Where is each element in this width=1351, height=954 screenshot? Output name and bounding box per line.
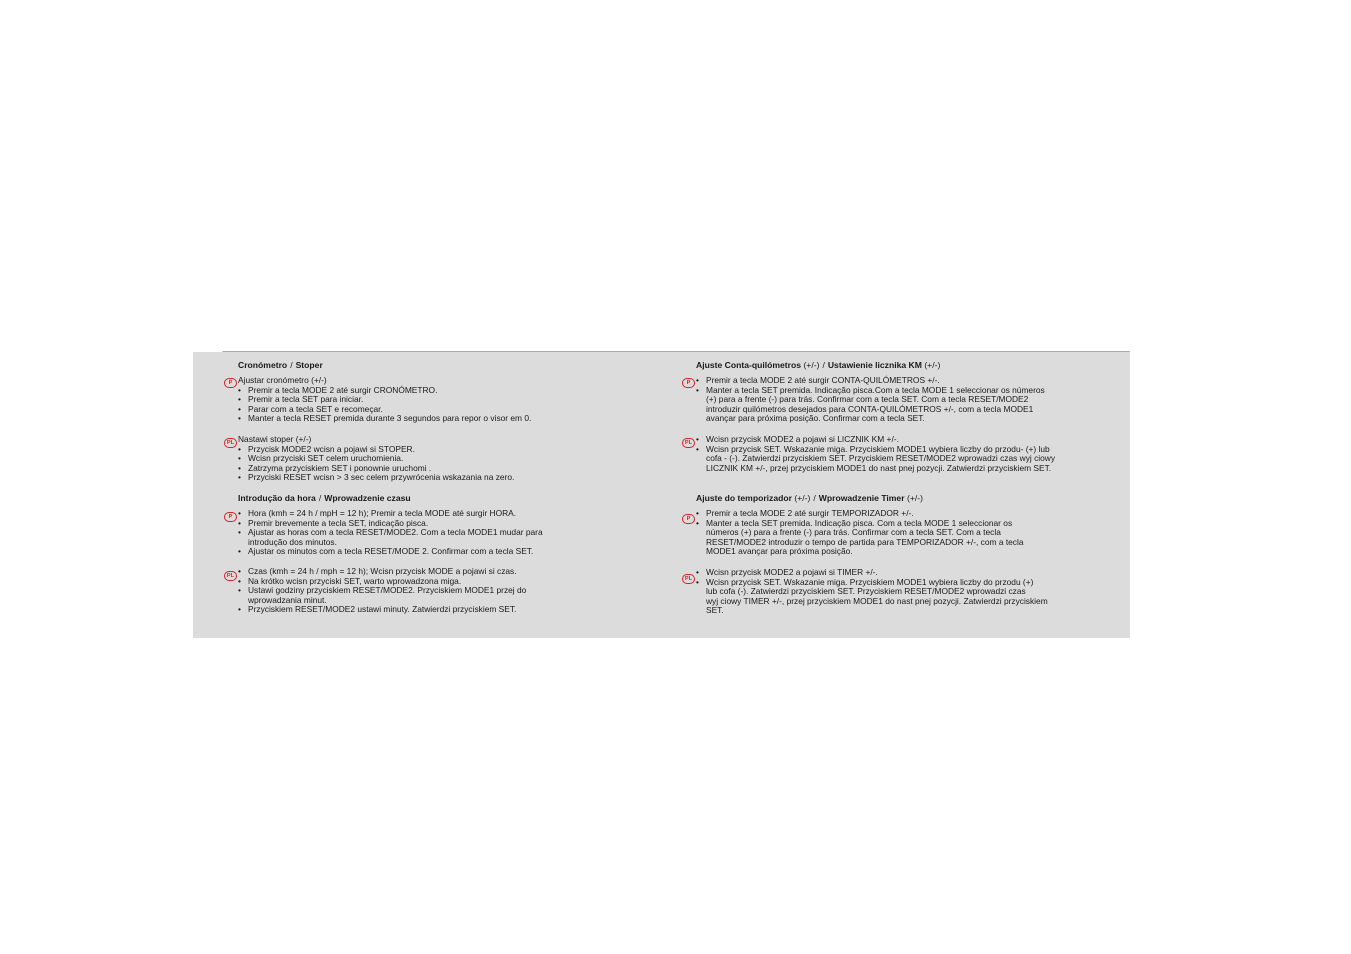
list-item-continuation: introdução dos minutos. xyxy=(248,536,337,547)
list-item-continuation: LICZNIK KM +/-, przej przyciskiem MODE1 do nast pnej pozycji. Zatwierdzi przyciskiem SET. xyxy=(706,462,1052,473)
lang-badge-pt: P xyxy=(224,512,237,522)
lang-badge-pl: PL xyxy=(224,571,237,581)
timer-pt-text xyxy=(696,509,1024,557)
list-item-continuation: wprowadzania minut. xyxy=(248,594,327,605)
list-item-continuation: números (+) para a frente (-) para trás. Confirmar com a tecla SET. Com a tecla xyxy=(706,527,1001,538)
lang-badge-pt: P xyxy=(682,514,695,524)
list-item: • Przyciski RESET wcisn > 3 sec celem przywrócenia wskazania na zero. xyxy=(238,473,514,483)
odometer-pt-text xyxy=(696,376,1045,424)
list-item: • Przycisk MODE2 wcisn a pojawi si STOPER. xyxy=(238,445,514,455)
list-item-continuation: lub cofa (-). Zatwierdzi przyciskiem SET. Przyciskiem RESET/MODE2 wprowadzi czas xyxy=(706,586,1026,597)
list-item: • Ajustar as horas com a tecla RESET/MODE2. Com a tecla MODE1 mudar para xyxy=(238,528,543,538)
list-item-continuation: cofa - (-). Zatwierdzi przyciskiem SET. Przyciskiem RESET/MODE2 wprowadzi czas wyj ciowy xyxy=(706,453,1056,464)
odometer-title-pt: Ajuste Conta-quilómetros xyxy=(696,360,802,370)
list-item: • Manter a tecla SET premida. Indicação pisca. Com a tecla MODE 1 seleccionar os xyxy=(696,519,1024,529)
list-item: • Na krótko wcisn przyciski SET, warto wprowadzona miga. xyxy=(238,577,526,587)
list-item: • Manter a tecla SET premida. Indicação pisca.Com a tecla MODE 1 seleccionar os números xyxy=(696,386,1045,396)
list-item-continuation: (+) para a frente (-) para trás. Confirmar com a tecla SET. Com a tecla RESET/MODE2 xyxy=(706,394,1029,405)
list-item: • Ustawi godziny przyciskiem RESET/MODE2. Przyciskiem MODE1 przej do xyxy=(238,586,526,596)
stopwatch-pl-intro: Nastawi stoper (+/-) xyxy=(238,434,312,444)
list-item-continuation: RESET/MODE2 introduzir o tempo de partida para TEMPORIZADOR +/-, com a tecla xyxy=(706,536,1024,547)
list-item: • Premir brevemente a tecla SET, indicação pisca. xyxy=(238,519,543,529)
time-pt-text xyxy=(238,509,543,557)
list-item-continuation: wyj ciowy TIMER +/-, przej przyciskiem MODE1 do nast pnej pozycji. Zatwierdzi przyciskiem xyxy=(706,595,1048,606)
odometer-pl-text xyxy=(696,435,1055,473)
list-item: • Wcisn przycisk MODE2 a pojawi si TIMER +/-. xyxy=(696,568,1048,578)
stopwatch-pl-text xyxy=(238,435,514,483)
odometer-title-pl-suffix: (+/-) xyxy=(924,360,941,370)
timer-title-pt-suffix: (+/-) xyxy=(794,493,811,503)
odometer-title-pl: Ustawienie licznika KM xyxy=(827,360,922,370)
stopwatch-title-pt: Cronómetro xyxy=(238,360,288,370)
title-separator: / xyxy=(290,360,293,370)
list-item: • Parar com a tecla SET e recomeçar. xyxy=(238,405,531,415)
stopwatch-section-title xyxy=(238,360,323,370)
list-item: • Wcisn przycisk MODE2 a pojawi si LICZNIK KM +/-. xyxy=(696,435,1055,445)
lang-badge-pt: P xyxy=(224,378,237,388)
timer-section-title xyxy=(696,493,923,503)
list-item: • Zatrzyma przyciskiem SET i ponownie uruchomi . xyxy=(238,464,514,474)
list-item: • Wcisn przyciski SET celem uruchomienia. xyxy=(238,454,514,464)
lang-badge-pl: PL xyxy=(682,438,695,448)
list-item-continuation: avançar para próxima posição. Confirmar com a tecla SET. xyxy=(706,413,925,424)
odometer-section-title xyxy=(696,360,940,370)
stopwatch-pt-intro: Ajustar cronómetro (+/-) xyxy=(238,375,327,385)
list-item: • Premir a tecla MODE 2 até surgir CONTA-QUILÓMETROS +/-. xyxy=(696,376,1045,386)
time-title-pt: Introdução da hora xyxy=(238,493,316,503)
list-item: • Czas (kmh = 24 h / mph = 12 h); Wcisn przycisk MODE a pojawi si czas. xyxy=(238,567,526,577)
list-item-continuation: SET. xyxy=(706,605,724,616)
instruction-panel xyxy=(193,352,1130,638)
stopwatch-title-pl: Stoper xyxy=(295,360,323,370)
title-separator: / xyxy=(813,493,816,503)
list-item: • Wcisn przycisk SET. Wskazanie miga. Przyciskiem MODE1 wybiera liczby do przodu- (+) lub xyxy=(696,445,1055,455)
lang-badge-pl: PL xyxy=(682,574,695,584)
timer-title-pl: Wprowadzenie Timer xyxy=(818,493,905,503)
timer-pl-text xyxy=(696,568,1048,616)
list-item: • Premir a tecla SET para iniciar. xyxy=(238,395,531,405)
timer-title-pl-suffix: (+/-) xyxy=(906,493,923,503)
list-item: • Hora (kmh = 24 h / mpH = 12 h); Premir a tecla MODE até surgir HORA. xyxy=(238,509,543,519)
list-item: • Przyciskiem RESET/MODE2 ustawi minuty. Zatwierdzi przyciskiem SET. xyxy=(238,605,526,615)
list-item: • Manter a tecla RESET premida durante 3 segundos para repor o visor em 0. xyxy=(238,414,531,424)
list-item: • Premir a tecla MODE 2 até surgir TEMPORIZADOR +/-. xyxy=(696,509,1024,519)
time-title-pl: Wprowadzenie czasu xyxy=(324,493,411,503)
odometer-title-pt-suffix: (+/-) xyxy=(803,360,820,370)
time-section-title xyxy=(238,493,411,503)
lang-badge-pl: PL xyxy=(224,438,237,448)
list-item-continuation: MODE1 avançar para próxima posição. xyxy=(706,546,853,557)
title-separator: / xyxy=(318,493,322,503)
lang-badge-pt: P xyxy=(682,378,695,388)
list-item: • Wcisn przycisk SET. Wskazanie miga. Przyciskiem MODE1 wybiera liczby do przodu (+) xyxy=(696,578,1048,588)
list-item-continuation: introduzir quilómetros desejados para CONTA-QUILÓMETROS +/-, com a tecla MODE1 xyxy=(706,403,1034,414)
title-separator: / xyxy=(822,360,825,370)
time-pl-text xyxy=(238,567,526,615)
list-item: • Ajustar os minutos com a tecla RESET/MODE 2. Confirmar com a tecla SET. xyxy=(238,547,543,557)
stopwatch-pt-text xyxy=(238,376,531,424)
list-item: • Premir a tecla MODE 2 até surgir CRONÓMETRO. xyxy=(238,386,531,396)
timer-title-pt: Ajuste do temporizador xyxy=(696,493,792,503)
